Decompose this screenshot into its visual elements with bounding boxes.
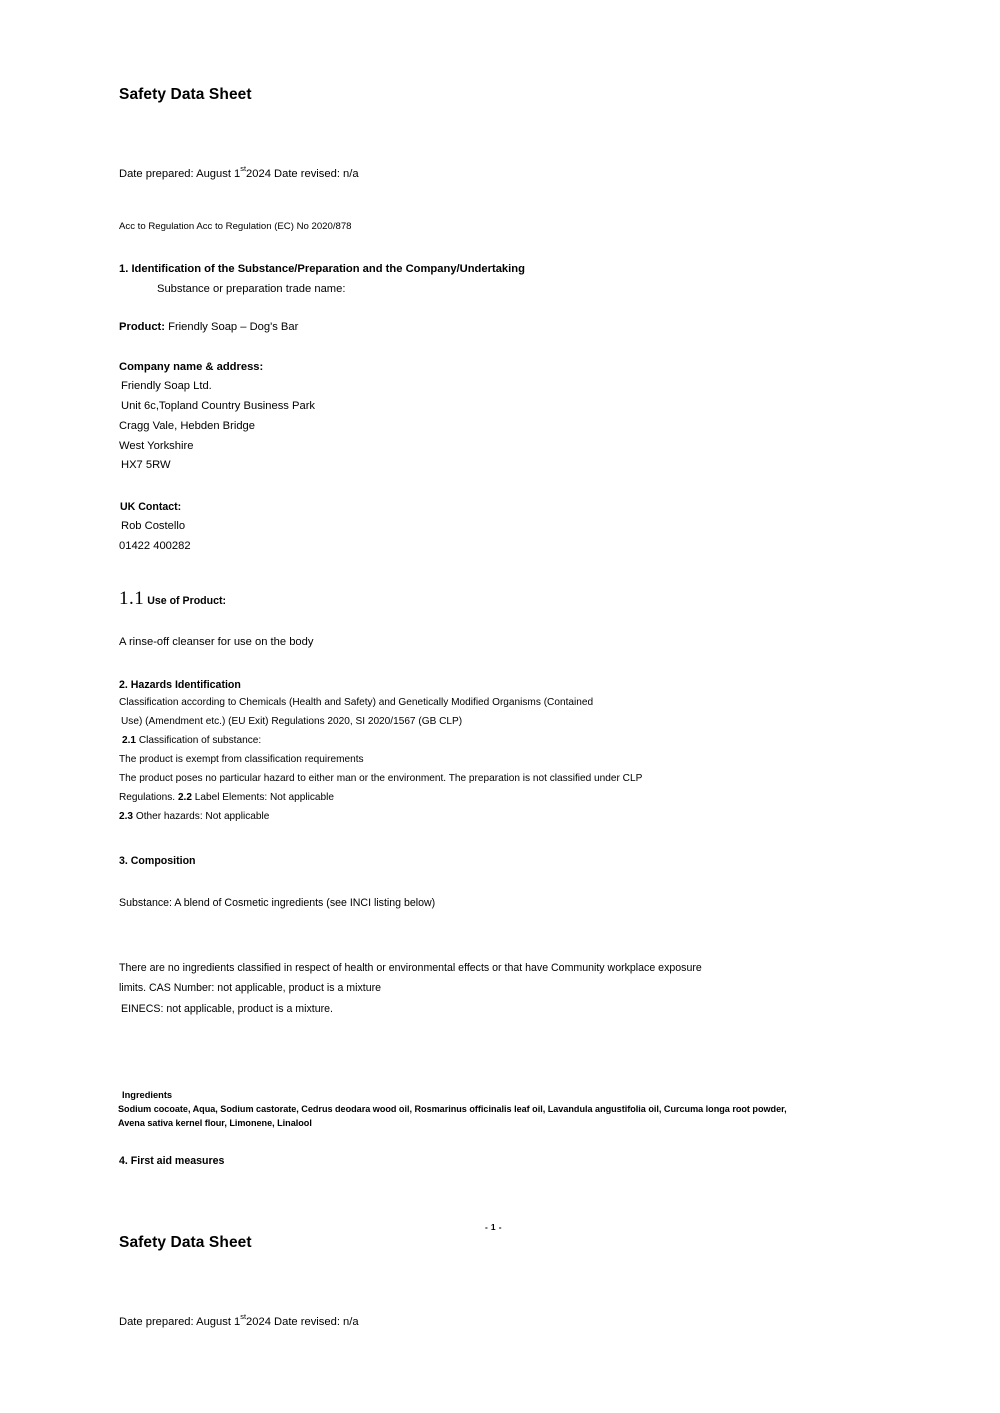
section-3-heading: 3. Composition (119, 855, 196, 867)
page-title: Safety Data Sheet (119, 86, 252, 103)
address-line-4: West Yorkshire (119, 440, 194, 452)
trade-name-label: Substance or preparation trade name: (157, 283, 346, 295)
section-2-heading: 2. Hazards Identification (119, 679, 241, 691)
ingredients-label: Ingredients (122, 1090, 173, 1100)
hazard-line-1: The product poses no particular hazard to either man or the environment. The preparation is not classified under CLP (119, 773, 643, 784)
subsection-2-3 (119, 811, 269, 823)
use-of-product-text: A rinse-off cleanser for use on the body (119, 636, 314, 648)
ingredients-line-1: Sodium cocoate, Aqua, Sodium castorate, Cedrus deodara wood oil, Rosmarinus officinalis leaf oil, Lavandula angustifolia oil, Curcuma longa root powder, (118, 1104, 787, 1114)
address-line-1: Friendly Soap Ltd. (121, 380, 212, 392)
uk-contact-label: UK Contact: (120, 501, 182, 513)
subsection-2-1-number: 2.1 (122, 735, 137, 746)
date-prepared-line (119, 164, 359, 181)
address-line-3: Cragg Vale, Hebden Bridge (119, 420, 255, 432)
hazard-line-2 (119, 792, 334, 804)
subsection-1-1 (119, 588, 226, 610)
date-prepared-prefix: Date prepared: August 1 (119, 168, 241, 180)
product-label: Product: (119, 321, 165, 333)
classification-line-1: Classification according to Chemicals (Health and Safety) and Genetically Modified Organisms (Contained (119, 697, 594, 708)
page-2-date-line (119, 1312, 359, 1329)
section-1-heading: 1. Identification of the Substance/Preparation and the Company/Undertaking (119, 263, 525, 275)
composition-note-line-3: EINECS: not applicable, product is a mixture. (121, 1003, 333, 1015)
subsection-1-1-number: 1.1 (119, 588, 145, 609)
subsection-2-3-number: 2.3 (119, 811, 134, 822)
subsection-1-1-heading: Use of Product: (147, 595, 227, 607)
page-2-title: Safety Data Sheet (119, 1234, 252, 1251)
substance-line: Substance: A blend of Cosmetic ingredients (see INCI listing below) (119, 897, 436, 909)
page-2-date-ordinal-suffix: st (240, 1312, 247, 1321)
regulations-text: Regulations. (119, 792, 176, 803)
address-line-5: HX7 5RW (121, 459, 171, 471)
company-label: Company name & address: (119, 361, 264, 373)
regulation-line: Acc to Regulation Acc to Regulation (EC) No 2020/878 (119, 221, 352, 232)
subsection-2-2-text: Label Elements: Not applicable (194, 792, 334, 803)
date-prepared-suffix: 2024 Date revised: n/a (246, 168, 359, 180)
subsection-2-1-text: Classification of substance: (138, 735, 262, 746)
subsection-2-1 (122, 735, 261, 747)
contact-phone: 01422 400282 (119, 540, 191, 552)
page-2-date-suffix: 2024 Date revised: n/a (246, 1316, 359, 1328)
section-4-heading: 4. First aid measures (119, 1155, 225, 1167)
page-number: - 1 - (485, 1222, 502, 1232)
composition-note-line-2: limits. CAS Number: not applicable, product is a mixture (119, 982, 382, 994)
subsection-2-3-text: Other hazards: Not applicable (135, 811, 270, 822)
classification-line-2: Use) (Amendment etc.) (EU Exit) Regulations 2020, SI 2020/1567 (GB CLP) (121, 716, 463, 727)
address-line-2: Unit 6c,Topland Country Business Park (121, 400, 316, 412)
composition-note-line-1: There are no ingredients classified in respect of health or environmental effects or that have Community workplace exposure (119, 962, 702, 974)
contact-name: Rob Costello (121, 520, 186, 532)
date-ordinal-suffix: st (240, 164, 247, 173)
exempt-text: The product is exempt from classification requirements (119, 754, 364, 765)
subsection-2-2-number: 2.2 (177, 792, 192, 803)
page-2-date-prefix: Date prepared: August 1 (119, 1316, 241, 1328)
ingredients-line-2: Avena sativa kernel flour, Limonene, Linalool (118, 1118, 312, 1128)
product-value: Friendly Soap – Dog's Bar (168, 321, 299, 333)
product-line (119, 321, 298, 334)
